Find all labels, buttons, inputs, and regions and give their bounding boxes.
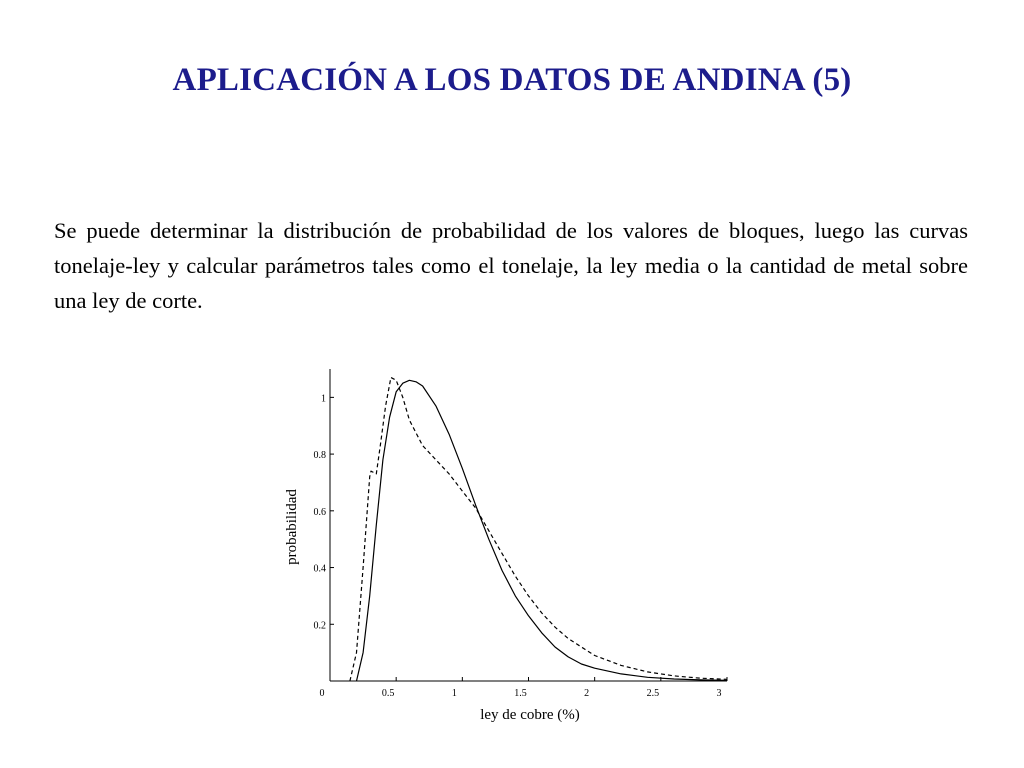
y-tick-label: 0.8 bbox=[313, 450, 326, 462]
chart-series bbox=[350, 378, 727, 682]
x-tick-label: 3 bbox=[716, 688, 722, 699]
chart-labels bbox=[284, 489, 580, 723]
x-tick-label: 1 bbox=[451, 688, 457, 699]
y-tick-label: 0.2 bbox=[313, 620, 326, 632]
x-tick-label: 1.5 bbox=[514, 688, 527, 699]
x-axis-label: ley de cobre (%) bbox=[480, 707, 580, 723]
y-tick-label: 0.6 bbox=[313, 506, 326, 518]
y-tick-label: 1 bbox=[321, 393, 326, 405]
series-line-dashed bbox=[350, 378, 727, 682]
body-paragraph: Se puede determinar la distribución de probabilidad de los valores de bloques, luego las curvas tonelaje-ley y calcular parámetros tales como el tonelaje, la ley media o la cantidad de metal sobre una ley de corte. bbox=[54, 218, 968, 313]
y-axis-label: probabilidad bbox=[284, 489, 300, 565]
x-tick-label: 2 bbox=[584, 688, 590, 699]
x-tick-label: 0 bbox=[319, 688, 325, 699]
x-tick-label: 2.5 bbox=[646, 688, 660, 699]
slide-title: APLICACIÓN A LOS DATOS DE ANDINA (5) bbox=[172, 62, 852, 98]
x-tick-label: 0.5 bbox=[381, 688, 395, 699]
series-line-solid bbox=[357, 380, 728, 681]
y-tick-label: 0.4 bbox=[313, 563, 326, 575]
